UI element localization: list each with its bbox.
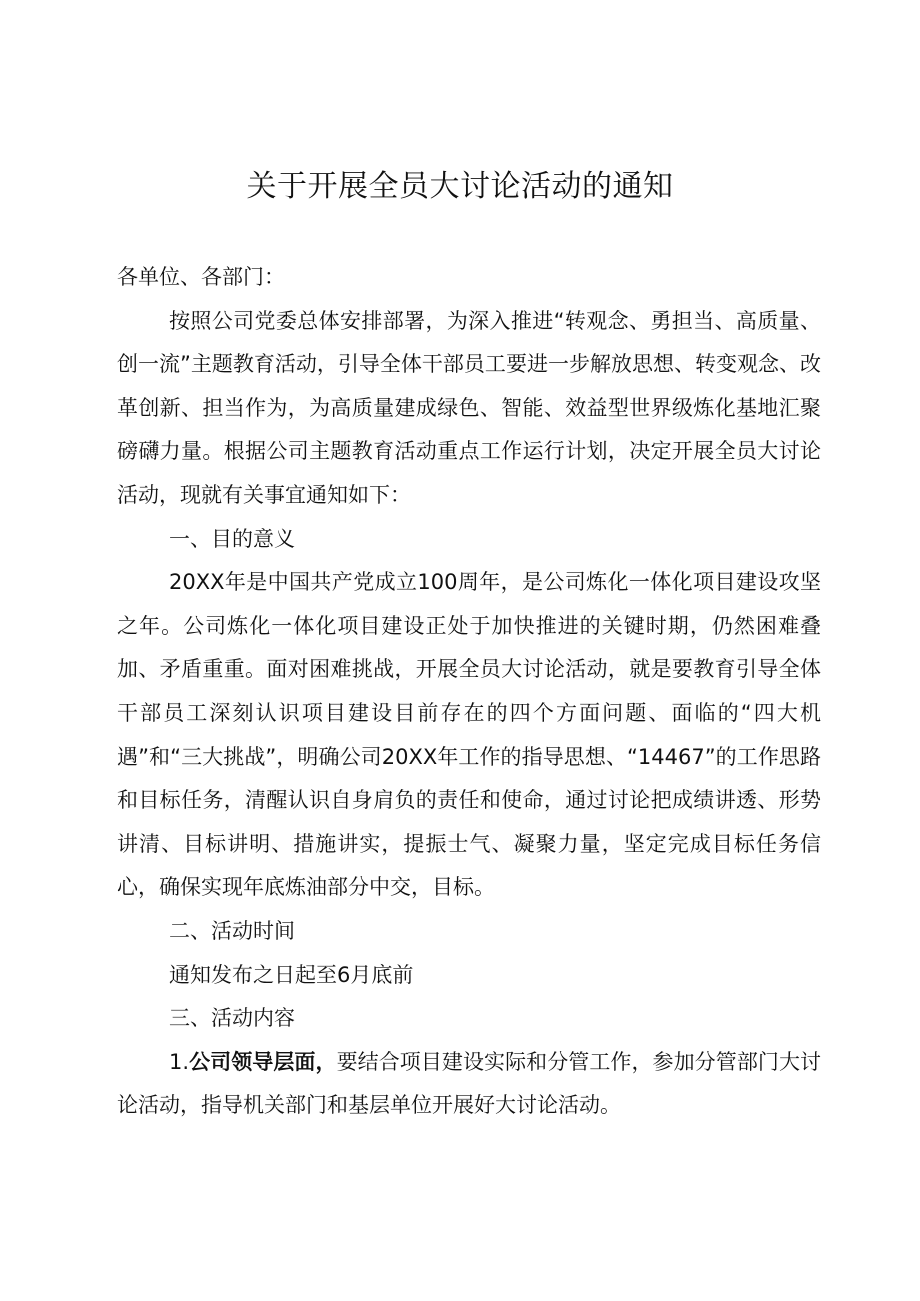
content-item-1-label: 公司领导层面， xyxy=(189,1049,337,1074)
content-item-1 xyxy=(117,1041,821,1128)
intro-paragraph: 按照公司党委总体安排部署，为深入推进“转观念、勇担当、高质量、创一流”主题教育活动，引导全体干部员工要进一步解放思想、转变观念、改革创新、担当作为，为高质量建成绿色、智能、效益型世界级炼化基地汇聚磅礴力量。根据公司主题教育活动重点工作运行计划，决定开展全员大讨论活动，现就有关事宜通知如下： xyxy=(117,308,821,507)
content-item-1-body: 要结合项目建设实际和分管工作，参加分管部门大讨论活动，指导机关部门和基层单位开展好大讨论活动。 xyxy=(117,1049,822,1118)
section-body-time: 通知发布之日起至6月底前 xyxy=(169,962,414,987)
salutation: 各单位、各部门： xyxy=(117,265,285,289)
section-body-purpose: 20XX年是中国共产党成立100周年，是公司炼化一体化项目建设攻坚之年。公司炼化一体化项目建设正处于加快推进的关键时期，仍然困难叠加、矛盾重重。面对困难挑战，开展全员大讨论活动，就是要教育引导全体干部员工深刻认识项目建设目前存在的四个方面问题、面临的“四大机遇”和“三大挑战”，明确公司20XX年工作的指导思想、“14467”的工作思路和目标任务，清醒认识自身肩负的责任和使命，通过讨论把成绩讲透、形势讲清、目标讲明、措施讲实，提振士气、凝聚力量，坚定完成目标任务信心，确保实现年底炼油部分中交，目标。 xyxy=(117,570,821,900)
content-item-1-number: 1. xyxy=(169,1049,190,1074)
document-title: 关于开展全员大讨论活动的通知 xyxy=(246,169,674,204)
section-heading-purpose: 一、目的意义 xyxy=(169,526,295,551)
document-body xyxy=(117,256,821,1128)
section-heading-content: 三、活动内容 xyxy=(169,1006,295,1031)
section-heading-time: 二、活动时间 xyxy=(169,918,295,943)
